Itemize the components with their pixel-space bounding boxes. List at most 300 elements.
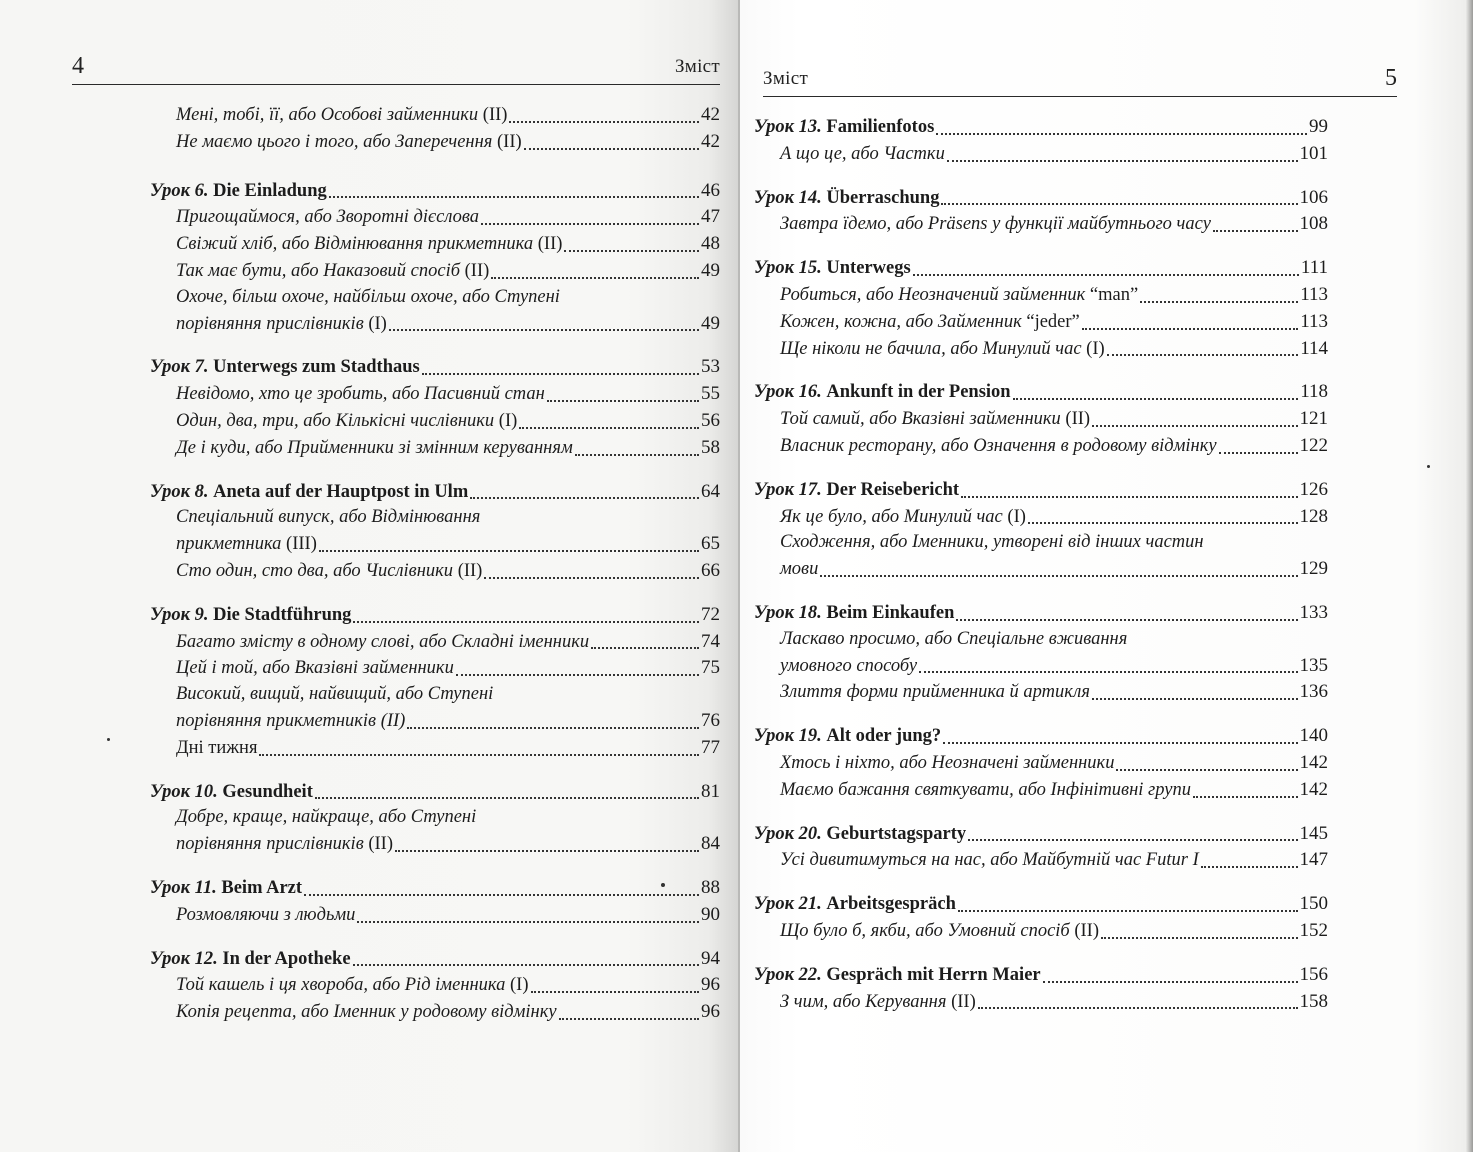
print-speck (1427, 465, 1430, 468)
subentry-suffix: (I) (494, 410, 518, 431)
subentry-text: Завтра їдемо, або Präsens у функції майбутнього часу (780, 214, 1211, 235)
lesson-label: Урок 19. (754, 726, 822, 747)
subentry-title (176, 630, 589, 656)
dot-leader (519, 427, 699, 429)
subentry-text: Злиття форми прийменника й артикля (780, 682, 1090, 703)
toc-subentry[interactable] (150, 558, 720, 585)
lesson-label: Урок 12. (150, 948, 218, 969)
toc-lesson-entry[interactable] (754, 962, 1328, 989)
subentry-title-cont (176, 532, 317, 558)
lesson-label: Урок 21. (754, 894, 822, 915)
page-ref: 108 (1299, 213, 1328, 235)
subentry-text: Власник ресторану, або Означення в родовому відмінку (780, 435, 1217, 456)
lesson-label: Урок 8. (150, 481, 209, 502)
toc-subentry-line[interactable] (754, 530, 1328, 556)
lesson-label: Урок 20. (754, 823, 822, 844)
toc-subentry[interactable] (150, 102, 720, 129)
page-ref: 142 (1299, 751, 1328, 773)
toc-lesson-entry[interactable] (754, 600, 1328, 627)
subentry-text: Що було б, якби, або Умовний спосіб (780, 920, 1070, 941)
subentry-title (780, 337, 1105, 363)
dot-leader (547, 400, 699, 402)
dot-leader (1101, 937, 1297, 939)
subentry-title (176, 656, 454, 682)
toc-subentry-line[interactable] (754, 627, 1328, 653)
print-speck (107, 738, 110, 741)
toc-lesson-entry[interactable] (150, 602, 720, 629)
dot-leader (524, 148, 699, 150)
subentry-text: Робиться, або Неозначений займенник (780, 284, 1086, 305)
subentry-title-cont (176, 312, 387, 338)
subentry-cont-text: мови (780, 559, 819, 580)
toc-lesson-group (150, 875, 720, 929)
subentry-title (176, 559, 482, 585)
dot-leader (591, 647, 699, 649)
toc-subentry[interactable] (150, 231, 720, 258)
subentry-title (176, 130, 522, 156)
toc-subentry[interactable] (754, 750, 1328, 777)
page-ref: 49 (701, 259, 720, 281)
toc-subentry[interactable] (150, 408, 720, 435)
subentry-title (176, 232, 562, 258)
dot-leader (1013, 398, 1299, 400)
lesson-title: Unterwegs (826, 258, 911, 279)
dot-leader (978, 1007, 1298, 1009)
lesson-heading (754, 380, 1011, 406)
dot-leader (919, 671, 1297, 673)
dot-leader (956, 619, 1297, 621)
toc-subentry[interactable] (754, 847, 1328, 874)
subentry-suffix: (II) (1060, 409, 1091, 430)
dot-leader (395, 850, 699, 852)
toc-subentry[interactable] (150, 258, 720, 285)
subentry-title: Спеціальний випуск, або Відмінювання (176, 507, 481, 528)
lesson-title: Alt oder jung? (826, 726, 942, 747)
subentry-suffix: (I) (505, 975, 529, 996)
page-ref: 133 (1299, 601, 1328, 623)
dot-leader (329, 196, 699, 198)
dot-leader (941, 203, 1297, 205)
toc-subentry-line[interactable] (150, 285, 720, 311)
subentry-title (780, 848, 1199, 874)
subentry-cont-text: порівняння прислівників (176, 313, 364, 334)
subentry-title (780, 751, 1114, 777)
page-ref: 114 (1300, 337, 1328, 359)
lesson-heading (150, 179, 327, 205)
section-title: Зміст (763, 68, 809, 89)
lesson-title: Unterwegs zum Stadthaus (213, 357, 420, 378)
subentry-title (780, 407, 1090, 433)
toc-subentry[interactable] (150, 204, 720, 231)
page-ref: 111 (1300, 257, 1328, 279)
page-ref: 145 (1299, 822, 1328, 844)
page-ref: 113 (1300, 283, 1328, 305)
subentry-title (780, 283, 1138, 309)
subentry-suffix: (I) (1081, 338, 1105, 359)
lesson-label: Урок 6. (150, 180, 209, 201)
subentry-suffix: (II) (1069, 920, 1100, 941)
toc-lesson-group (754, 962, 1328, 1016)
page-ref: 158 (1299, 990, 1328, 1012)
lesson-heading (754, 963, 1041, 989)
lesson-title: Gespräch mit Herrn Maier (826, 964, 1041, 985)
subentry-title (780, 919, 1099, 945)
dot-leader (1082, 328, 1298, 330)
subentry-suffix: (I) (1002, 506, 1026, 527)
toc-subentry-continuation[interactable] (150, 531, 720, 558)
page-ref: 74 (701, 630, 720, 652)
toc-subentry[interactable] (150, 129, 720, 156)
lesson-heading (150, 947, 351, 973)
lesson-title: Aneta auf der Hauptpost in Ulm (213, 481, 469, 502)
page-ref: 135 (1299, 654, 1328, 676)
dot-leader (968, 839, 1297, 841)
subentry-text: Усі дивитимуться на нас, або Майбутній час Futur I (780, 850, 1199, 871)
toc-subentry[interactable] (754, 282, 1328, 309)
dot-leader (481, 223, 699, 225)
dot-leader (564, 250, 699, 252)
toc-lesson-group (754, 185, 1328, 239)
toc-lesson-group (754, 723, 1328, 803)
subentry-text: Копія рецепта, або Іменник у родовому відмінку (176, 1002, 557, 1023)
lesson-label: Урок 13. (754, 117, 822, 137)
page-ref: 88 (701, 876, 720, 898)
dot-leader (407, 727, 699, 729)
toc-subentry[interactable] (754, 433, 1328, 460)
toc-subentry[interactable] (754, 211, 1328, 238)
subentry-title (176, 903, 355, 929)
subentry-suffix: (I) (363, 313, 387, 334)
lesson-title: Arbeitsgespräch (826, 894, 956, 915)
page-ref: 99 (1309, 116, 1328, 137)
lesson-heading (150, 876, 302, 902)
subentry-suffix: (II) (453, 560, 483, 581)
subentry-suffix: (II) (533, 234, 563, 255)
dot-leader (913, 274, 1299, 276)
subentry-text: Не маємо цього і того, або Заперечення (176, 131, 493, 152)
subentry-title-cont (780, 654, 917, 680)
subentry-suffix: (II) (460, 260, 490, 281)
lesson-title: Die Stadtführung (213, 604, 352, 625)
page-ref: 140 (1299, 725, 1328, 747)
lesson-label: Урок 15. (754, 258, 822, 279)
dot-leader (958, 910, 1298, 912)
dot-leader (1043, 981, 1298, 983)
toc-lesson-entry[interactable] (754, 379, 1328, 406)
toc-subentry-continuation[interactable] (150, 831, 720, 858)
toc-lesson-entry[interactable] (150, 479, 720, 506)
dot-leader (1193, 796, 1298, 798)
subentry-text: Хтось і ніхто, або Неозначені займенники (780, 752, 1115, 773)
dot-leader (509, 121, 699, 123)
page-ref: 152 (1299, 919, 1328, 941)
toc-lesson-group (150, 946, 720, 1026)
toc-subentry[interactable] (150, 655, 720, 682)
toc-lesson-group (754, 600, 1328, 706)
subentry-suffix: (II) (478, 105, 508, 125)
lesson-heading (754, 115, 934, 141)
dot-leader (531, 991, 700, 993)
toc-lesson-group (754, 255, 1328, 362)
lesson-title: Überraschung (826, 187, 940, 208)
toc-lesson-entry[interactable] (150, 178, 720, 205)
subentry-text: Багато змісту в одному слові, або Складні іменники (176, 631, 590, 652)
dot-leader (315, 797, 699, 799)
toc-lesson-group (754, 821, 1328, 875)
toc-subentry-continuation[interactable] (754, 556, 1328, 583)
toc-lesson-group (150, 602, 720, 762)
toc-subentry[interactable] (754, 504, 1328, 531)
lesson-title: In der Apotheke (222, 948, 351, 969)
dot-leader (559, 1018, 699, 1020)
subentry-cont-text: прикметника (176, 534, 282, 555)
lesson-heading (150, 780, 313, 806)
lesson-heading (754, 186, 939, 212)
subentry-title: Добре, краще, найкраще, або Ступені (176, 807, 477, 828)
toc-lesson-entry[interactable] (150, 946, 720, 973)
toc-subentry-continuation[interactable] (150, 311, 720, 338)
subentry-title (176, 259, 489, 285)
lesson-title: Ankunft in der Pension (826, 382, 1011, 403)
lesson-label: Урок 10. (150, 781, 218, 802)
toc-lesson-entry[interactable] (754, 477, 1328, 504)
dot-leader (820, 575, 1297, 577)
dot-leader (947, 160, 1298, 162)
dot-leader (1140, 301, 1298, 303)
subentry-suffix: (II) (363, 834, 394, 855)
toc-lesson-group (754, 891, 1328, 945)
toc-subentry-line[interactable] (150, 505, 720, 531)
page-ref: 55 (701, 383, 720, 405)
subentry-title (780, 212, 1211, 238)
lesson-label: Урок 11. (150, 877, 217, 898)
toc-subentry-continuation[interactable] (754, 653, 1328, 680)
page-ref: 96 (701, 974, 720, 996)
dot-leader (484, 577, 699, 579)
toc-lesson-entry[interactable] (754, 114, 1328, 141)
lesson-label: Урок 9. (150, 604, 209, 625)
page-ref: 142 (1299, 778, 1328, 800)
lesson-heading (150, 480, 468, 506)
dot-leader (1092, 425, 1297, 427)
toc-subentry[interactable] (754, 918, 1328, 945)
toc-lesson-entry[interactable] (754, 723, 1328, 750)
page-ref: 75 (701, 657, 720, 679)
left-running-head (72, 50, 720, 85)
page-ref: 101 (1299, 142, 1328, 164)
page-ref: 53 (701, 356, 720, 378)
lesson-title: Beim Arzt (221, 877, 303, 898)
toc-subentry-line[interactable] (150, 682, 720, 708)
page-ref: 94 (701, 947, 720, 969)
subentry-text: Як це було, або Минулий час (780, 506, 1003, 527)
subentry-title-cont (176, 832, 393, 858)
page-ref: 113 (1300, 310, 1328, 332)
subentry-title (780, 990, 976, 1016)
page-ref: 49 (701, 312, 720, 334)
toc-subentry[interactable] (150, 381, 720, 408)
subentry-text: Так має бути, або Наказовий спосіб (176, 260, 461, 281)
subentry-text: Мені, тобі, її, або Особові займенники (176, 105, 479, 125)
toc-lesson-group (754, 477, 1328, 583)
lesson-label: Урок 14. (754, 187, 822, 208)
subentry-title: Високий, вищий, найвищий, або Ступені (176, 684, 494, 705)
lesson-title: Gesundheit (222, 781, 313, 802)
toc-subentry[interactable] (754, 777, 1328, 804)
page-ref: 48 (701, 233, 720, 255)
subentry-title (780, 680, 1090, 706)
subentry-cont-text: порівняння прислівників (176, 834, 364, 855)
lesson-heading (150, 355, 420, 381)
right-running-head (763, 62, 1397, 97)
toc-subentry[interactable] (150, 629, 720, 656)
subentry-suffix: “jeder” (1021, 311, 1080, 332)
toc-lesson-group (754, 114, 1328, 168)
page-ref: 126 (1299, 478, 1328, 500)
lesson-heading (754, 724, 941, 750)
subentry-title (176, 1000, 557, 1026)
dot-leader (1116, 769, 1297, 771)
subentry-title (780, 778, 1191, 804)
dot-leader (1107, 354, 1299, 356)
toc-subentry[interactable] (150, 735, 720, 762)
toc-subentry[interactable] (150, 999, 720, 1026)
toc-subentry[interactable] (754, 679, 1328, 706)
lesson-label: Урок 16. (754, 382, 822, 403)
page-ref: 81 (701, 780, 720, 802)
page-ref: 96 (701, 1001, 720, 1023)
subentry-title (176, 103, 507, 129)
toc-lesson-group (150, 479, 720, 585)
subentry-title (780, 434, 1217, 460)
toc-subentry[interactable] (150, 435, 720, 462)
page-ref: 136 (1299, 681, 1328, 703)
subentry-cont-text: порівняння прикметників (II) (176, 710, 406, 731)
subentry-text: А що це, або Частки (780, 143, 945, 164)
toc-subentry[interactable] (150, 902, 720, 929)
toc-lesson-entry[interactable] (754, 821, 1328, 848)
subentry-text: Ще ніколи не бачила, або Минулий час (780, 338, 1082, 359)
toc-lesson-entry[interactable] (754, 891, 1328, 918)
dot-leader (389, 329, 699, 331)
page-ref: 156 (1299, 963, 1328, 985)
page-ref: 147 (1299, 849, 1328, 871)
toc-subentry[interactable] (754, 989, 1328, 1016)
table-of-contents-left (150, 102, 720, 1043)
lesson-label: Урок 18. (754, 602, 822, 623)
subentry-title-cont (780, 557, 818, 583)
page-number: 4 (72, 53, 84, 79)
page-ref: 150 (1299, 893, 1328, 915)
toc-lesson-group (150, 779, 720, 858)
dot-leader (470, 497, 699, 499)
page-ref: 90 (701, 903, 720, 925)
dot-leader (943, 742, 1297, 744)
page-ref: 46 (701, 179, 720, 201)
lesson-label: Урок 17. (754, 479, 822, 500)
dot-leader (353, 964, 699, 966)
subentry-title-cont (176, 709, 405, 735)
dot-leader (319, 550, 699, 552)
toc-lesson-entry[interactable] (150, 354, 720, 381)
toc-lesson-entry[interactable] (754, 185, 1328, 212)
toc-lesson-group (150, 102, 720, 156)
subentry-text: Дні тижня (176, 737, 258, 758)
toc-lesson-entry[interactable] (150, 779, 720, 806)
toc-subentry[interactable] (754, 309, 1328, 336)
page-ref: 47 (701, 206, 720, 228)
subentry-title (176, 205, 479, 231)
subentry-title: Сходження, або Іменники, утворені від інших частин (780, 532, 1204, 553)
subentry-title (176, 436, 573, 462)
lesson-heading (754, 822, 966, 848)
page-ref: 122 (1299, 434, 1328, 456)
subentry-title (176, 736, 257, 762)
page-ref: 84 (701, 833, 720, 855)
subentry-title (176, 382, 545, 408)
lesson-label: Урок 7. (150, 357, 209, 378)
page-ref: 129 (1299, 558, 1328, 580)
subentry-text: Сто один, сто два, або Числівники (176, 560, 454, 581)
lesson-title: Geburtstagsparty (826, 823, 967, 844)
dot-leader (1213, 230, 1298, 232)
toc-lesson-entry[interactable] (754, 255, 1328, 282)
subentry-text: Розмовляючи з людьми (176, 904, 356, 925)
section-title: Зміст (674, 56, 720, 77)
dot-leader (1028, 522, 1298, 524)
subentry-text: З чим, або Керування (780, 991, 947, 1012)
subentry-text: Невідомо, хто це зробить, або Пасивний стан (176, 384, 545, 405)
subentry-text: Свіжий хліб, або Відмінювання прикметника (176, 234, 534, 255)
toc-subentry-continuation[interactable] (150, 708, 720, 735)
toc-lesson-group (150, 354, 720, 461)
toc-subentry[interactable] (754, 406, 1328, 433)
subentry-title (176, 409, 517, 435)
subentry-title: Охоче, більш охоче, найбільш охоче, або Ступені (176, 286, 560, 307)
subentry-suffix: (II) (492, 131, 522, 152)
dot-leader (961, 496, 1297, 498)
dot-leader (357, 921, 699, 923)
page-ref: 72 (701, 603, 720, 625)
subentry-title (780, 310, 1080, 336)
lesson-heading (754, 892, 956, 918)
dot-leader (353, 621, 699, 623)
lesson-heading (754, 256, 911, 282)
toc-subentry[interactable] (150, 972, 720, 999)
dot-leader (1201, 866, 1298, 868)
page-ref: 77 (701, 736, 720, 758)
dot-leader (1092, 698, 1298, 700)
subentry-text: Кожен, кожна, або Займенник (780, 311, 1022, 332)
table-of-contents-right (754, 114, 1328, 1032)
dot-leader (936, 133, 1307, 135)
toc-subentry-line[interactable] (150, 805, 720, 831)
lesson-label: Урок 22. (754, 964, 822, 985)
page-ref: 121 (1299, 408, 1328, 430)
subentry-text: Той кашель і ця хвороба, або Рід іменника (176, 975, 506, 996)
dot-leader (259, 754, 699, 756)
subentry-text: Цей і той, або Вказівні займенники (176, 658, 454, 679)
toc-subentry[interactable] (754, 336, 1328, 363)
subentry-title: Ласкаво просимо, або Спеціальне вживання (780, 628, 1128, 649)
page-ref: 65 (701, 533, 720, 555)
lesson-title: Die Einladung (213, 180, 327, 201)
dot-leader (304, 894, 699, 896)
toc-subentry[interactable] (754, 141, 1328, 168)
lesson-heading (754, 478, 959, 504)
dot-leader (491, 277, 699, 279)
toc-lesson-entry[interactable] (150, 875, 720, 902)
